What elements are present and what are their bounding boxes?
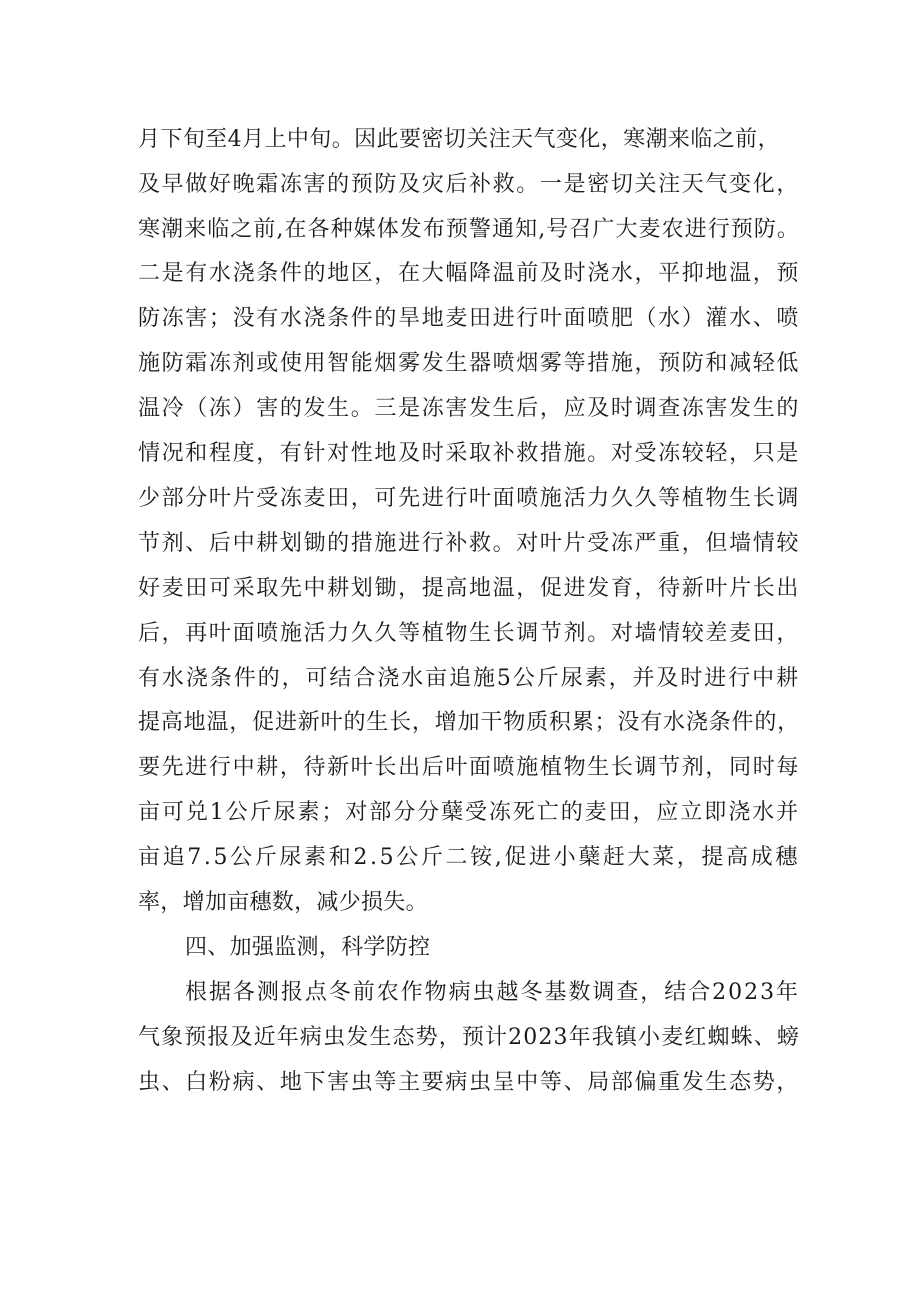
paragraph-line: 防冻害；没有水浇条件的旱地麦田进行叶面喷肥（水）灌水、喷 xyxy=(138,306,801,331)
paragraph-line: 少部分叶片受冻麦田，可先进行叶面喷施活力久久等植物生长调 xyxy=(138,486,801,511)
paragraph-line: 月下旬至4月上中旬。因此要密切关注天气变化，寒潮来临之前， xyxy=(138,127,780,152)
paragraph-line: 后，再叶面喷施活力久久等植物生长调节剂。对墙情较差麦田， xyxy=(138,621,801,646)
paragraph-line: 亩可兑1公斤尿素；对部分分蘖受冻死亡的麦田，应立即浇水并 xyxy=(138,800,800,825)
paragraph-line: 率，增加亩穗数，减少损失。 xyxy=(138,890,428,915)
paragraph-line: 寒潮来临之前,在各种媒体发布预警通知,号召广大麦农进行预防。 xyxy=(138,217,800,242)
paragraph-line: 好麦田可采取先中耕划锄，提高地温，促进发育，待新叶片长出 xyxy=(138,576,801,601)
paragraph-line: 及早做好晚霜冻害的预防及灾后补救。一是密切关注天气变化， xyxy=(138,172,801,197)
paragraph-line: 亩追7.5公斤尿素和2.5公斤二铵,促进小蘖赶大菜，提高成穗 xyxy=(138,845,800,870)
paragraph-line: 提高地温，促进新叶的生长，增加干物质积累；没有水浇条件的， xyxy=(138,710,801,735)
paragraph-line: 情况和程度，有针对性地及时采取补救措施。对受冻较轻，只是 xyxy=(138,441,801,466)
paragraph-line: 虫、白粉病、地下害虫等主要病虫呈中等、局部偏重发生态势， xyxy=(138,1070,801,1095)
paragraph-line: 温冷（冻）害的发生。三是冻害发生后，应及时调查冻害发生的 xyxy=(138,396,801,421)
paragraph-line: 施防霜冻剂或使用智能烟雾发生器喷烟雾等措施，预防和减轻低 xyxy=(138,351,801,376)
paragraph-line: 节剂、后中耕划锄的措施进行补救。对叶片受冻严重，但墙情较 xyxy=(138,531,801,556)
section-heading: 四、加强监测，科学防控 xyxy=(185,935,431,960)
paragraph-line: 有水浇条件的，可结合浇水亩追施5公斤尿素，并及时进行中耕 xyxy=(138,666,800,691)
paragraph-line: 要先进行中耕，待新叶长出后叶面喷施植物生长调节剂，同时每 xyxy=(138,755,801,780)
paragraph-line: 气象预报及近年病虫发生态势，预计2023年我镇小麦红蜘蛛、螃 xyxy=(138,1025,800,1050)
paragraph-line: 二是有水浇条件的地区，在大幅降温前及时浇水，平抑地温，预 xyxy=(138,261,801,286)
paragraph-line: 根据各测报点冬前农作物病虫越冬基数调查，结合2023年 xyxy=(185,980,800,1005)
